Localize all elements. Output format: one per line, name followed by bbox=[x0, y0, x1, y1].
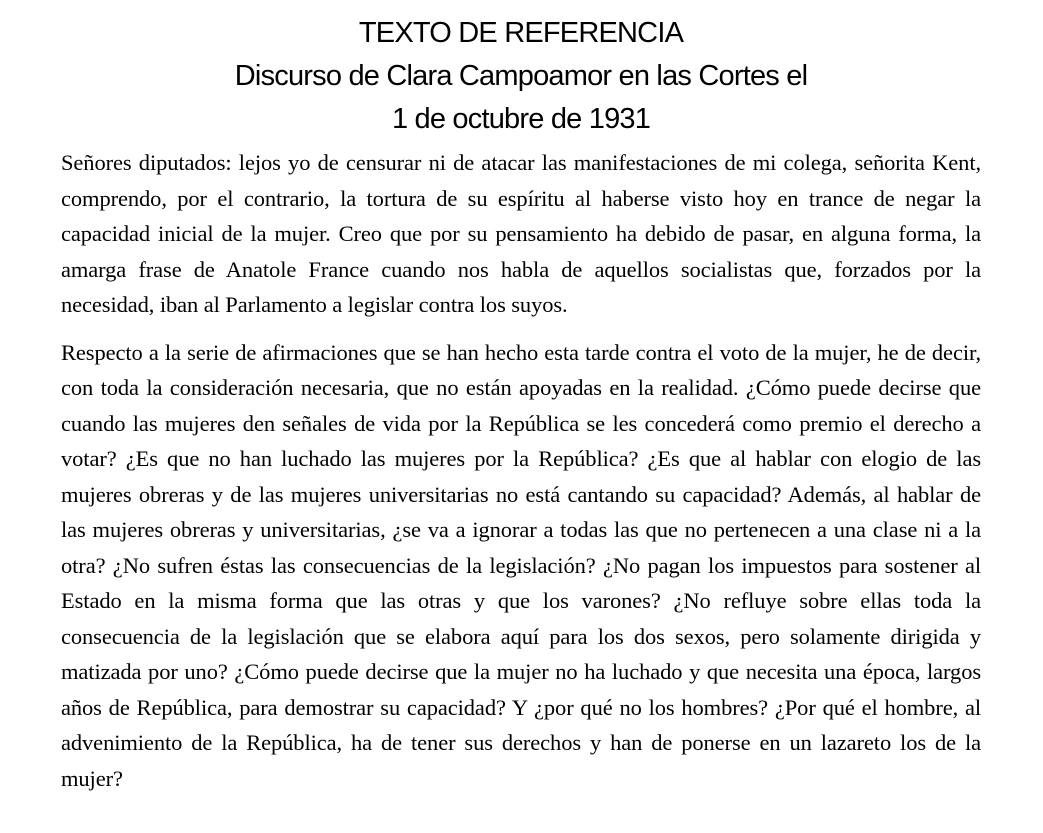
paragraph-2: Respecto a la serie de afirmaciones que se han hecho esta tarde contra el voto de la mujer, he de decir, con toda la consideración necesaria, que no están apoyadas en la realidad. ¿Cómo puede decirse que cuando las mujeres den señales de vida por la República se les concederá como premio el derecho a votar? ¿Es que no han luchado las mujeres por la República? ¿Es que al hablar con elogio de las mujeres obreras y de las mujeres universitarias no está cantando su capacidad? Además, al hablar de las mujeres obreras y universitarias, ¿se va a ignorar a todas las que no pertenecen a una clase ni a la otra? ¿No sufren éstas las consecuencias de la legislación? ¿No pagan los impuestos para sostener al Estado en la misma forma que las otras y que los varones? ¿No refluye sobre ellas toda la consecuencia de la legislación que se elabora aquí para los dos sexos, pero solamente dirigida y matizada por uno? ¿Cómo puede decirse que la mujer no ha luchado y que necesita una época, largos años de República, para demostrar su capacidad? Y ¿por qué no los hombres? ¿Por qué el hombre, al advenimiento de la República, ha de tener sus derechos y han de ponerse en un lazareto los de la mujer? bbox=[61, 339, 981, 791]
heading-line-1: TEXTO DE REFERENCIA bbox=[358, 17, 684, 49]
paragraph-1: Señores diputados: lejos yo de censurar ni de atacar las manifestaciones de mi colega, señorita Kent, comprendo, por el contrario, la tortura de su espíritu al haberse visto hoy en trance de negar la capacidad inicial de la mujer. Creo que por su pensamiento ha debido de pasar, en alguna forma, la amarga frase de Anatole France cuando nos habla de aquellos socialistas que, forzados por la necesidad, iban al Parlamento a legislar contra los suyos. bbox=[61, 150, 981, 317]
heading-line-3: 1 de octubre de 1931 bbox=[391, 103, 651, 135]
document-page bbox=[61, 12, 981, 796]
heading-line-2: Discurso de Clara Campoamor en las Cortes el bbox=[234, 60, 808, 92]
document-heading bbox=[61, 12, 981, 141]
